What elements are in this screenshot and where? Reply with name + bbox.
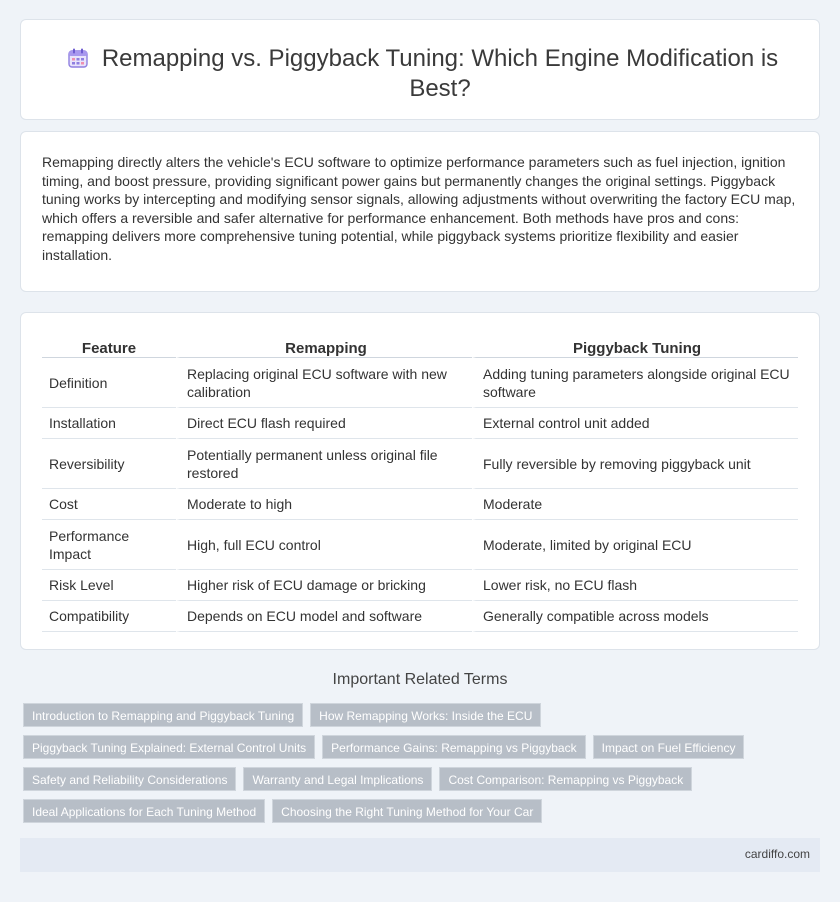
table-row xyxy=(42,570,798,601)
related-term-link[interactable]: Warranty and Legal Implications xyxy=(243,767,432,791)
header-piggyback: Piggyback Tuning xyxy=(472,332,798,358)
intro-card xyxy=(20,131,820,292)
row-feature: Compatibility xyxy=(42,601,176,632)
title-card xyxy=(20,19,820,120)
related-term-link[interactable]: Choosing the Right Tuning Method for Your Car xyxy=(272,799,542,823)
page-title: Remapping vs. Piggyback Tuning: Which Engine Modification is Best? xyxy=(101,45,779,102)
related-term-link[interactable]: Performance Gains: Remapping vs Piggyback xyxy=(322,735,585,759)
table-row xyxy=(42,439,798,489)
row-feature: Cost xyxy=(42,489,176,520)
footer xyxy=(20,838,820,872)
row-piggyback: External control unit added xyxy=(472,408,798,439)
related-terms-list xyxy=(23,703,783,831)
related-terms-heading: Important Related Terms xyxy=(332,671,508,688)
row-remapping: Moderate to high xyxy=(176,489,472,520)
related-term-link[interactable]: Ideal Applications for Each Tuning Method xyxy=(23,799,265,823)
table-row xyxy=(42,358,798,408)
row-piggyback: Moderate xyxy=(472,489,798,520)
header-remapping: Remapping xyxy=(176,332,472,358)
related-term-link[interactable]: Impact on Fuel Efficiency xyxy=(593,735,745,759)
related-term-link[interactable]: Cost Comparison: Remapping vs Piggyback xyxy=(439,767,692,791)
row-feature: Reversibility xyxy=(42,439,176,489)
comparison-table xyxy=(42,332,798,632)
row-feature: Installation xyxy=(42,408,176,439)
row-piggyback: Adding tuning parameters alongside original ECU software xyxy=(472,358,798,408)
row-remapping: Depends on ECU model and software xyxy=(176,601,472,632)
related-term-link[interactable]: How Remapping Works: Inside the ECU xyxy=(310,703,541,727)
table-row xyxy=(42,520,798,570)
table-row xyxy=(42,408,798,439)
intro-paragraph: Remapping directly alters the vehicle's ECU software to optimize performance parameters such as fuel injection, ignition timing, and boost pressure, providing significant power gains but permanently changes the original settings. Piggyback tuning works by intercepting and modifying sensor signals, allowing adjustments without overwriting the factory ECU map, which offers a reversible and safer alternative for performance enhancement. Both methods have pros and cons: remapping delivers more comprehensive tuning potential, while piggyback systems prioritize flexibility and easier installation. xyxy=(42,154,796,263)
comparison-table-card xyxy=(20,312,820,650)
row-feature: Risk Level xyxy=(42,570,176,601)
row-remapping: Replacing original ECU software with new calibration xyxy=(176,358,472,408)
row-feature: Definition xyxy=(42,358,176,408)
row-remapping: Potentially permanent unless original file restored xyxy=(176,439,472,489)
related-term-link[interactable]: Piggyback Tuning Explained: External Control Units xyxy=(23,735,315,759)
table-row xyxy=(42,601,798,632)
header-feature: Feature xyxy=(42,332,176,358)
row-remapping: Higher risk of ECU damage or bricking xyxy=(176,570,472,601)
table-header-row xyxy=(42,332,798,358)
footer-site-link[interactable]: cardiffo.com xyxy=(744,847,810,861)
table-row xyxy=(42,489,798,520)
row-piggyback: Lower risk, no ECU flash xyxy=(472,570,798,601)
row-piggyback: Moderate, limited by original ECU xyxy=(472,520,798,570)
related-term-link[interactable]: Safety and Reliability Considerations xyxy=(23,767,236,791)
row-remapping: Direct ECU flash required xyxy=(176,408,472,439)
row-piggyback: Generally compatible across models xyxy=(472,601,798,632)
row-feature: Performance Impact xyxy=(42,520,176,570)
related-term-link[interactable]: Introduction to Remapping and Piggyback Tuning xyxy=(23,703,303,727)
row-remapping: High, full ECU control xyxy=(176,520,472,570)
row-piggyback: Fully reversible by removing piggyback unit xyxy=(472,439,798,489)
